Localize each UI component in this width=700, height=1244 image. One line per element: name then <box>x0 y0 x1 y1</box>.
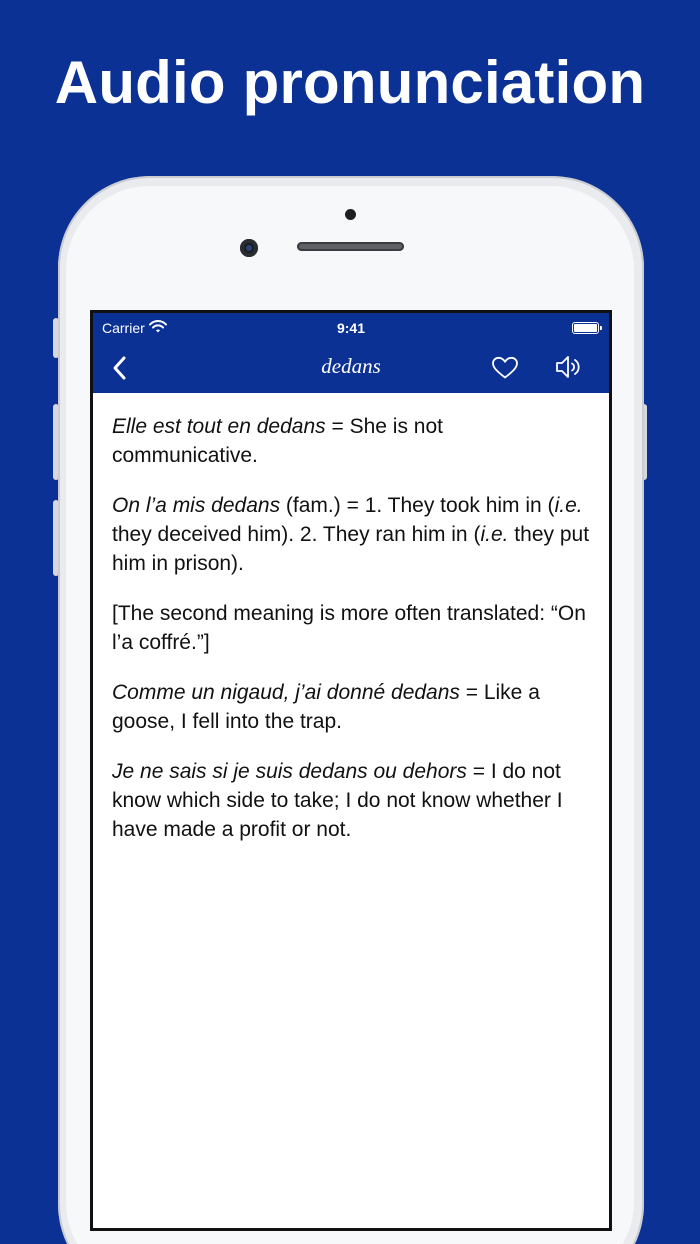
entry-note: [The second meaning is more often translated: “On l’a coffré.”] <box>112 602 586 654</box>
favorite-button[interactable] <box>490 353 520 383</box>
speaker-icon <box>554 353 582 381</box>
app-screen <box>93 313 609 1228</box>
battery-icon <box>572 322 599 334</box>
entry-paragraph <box>112 491 592 578</box>
nav-bar <box>93 343 609 393</box>
carrier-label: Carrier <box>102 320 145 336</box>
entry-paragraph <box>112 757 592 844</box>
earpiece-speaker <box>297 242 404 251</box>
translation: they put him in prison). <box>112 523 590 575</box>
status-bar <box>93 313 609 343</box>
top-bar <box>93 313 609 393</box>
french-phrase: Je ne sais si je suis dedans ou dehors <box>112 760 467 783</box>
french-phrase: On l’a mis dedans <box>112 494 281 517</box>
audio-pronunciation-button[interactable] <box>553 352 583 382</box>
entry-paragraph <box>112 678 592 736</box>
entry-paragraph <box>112 412 592 470</box>
translation: (fam.) = 1. They took him in ( <box>280 494 555 517</box>
status-time: 9:41 <box>336 320 366 336</box>
translation: they deceived him). 2. They ran him in ( <box>112 523 481 546</box>
phone-screen <box>90 310 612 1231</box>
abbreviation: i.e. <box>480 523 509 546</box>
heart-icon <box>491 356 519 380</box>
headline: Audio pronunciation <box>54 49 646 116</box>
front-camera <box>240 239 258 257</box>
entry-content <box>112 412 592 865</box>
french-phrase: Elle est tout en dedans <box>112 415 326 438</box>
french-phrase: Comme un nigaud, j’ai donné dedans <box>112 681 460 704</box>
translation: = Like a goose, I fell into the trap. <box>112 681 540 733</box>
abbreviation: i.e. <box>554 494 583 517</box>
proximity-sensor <box>345 209 356 220</box>
page-title: dedans <box>321 354 381 378</box>
translation: = She is not communicative. <box>112 415 443 467</box>
translation: = I do not know which side to take; I do not know whether I have made a profit or not. <box>112 760 563 841</box>
